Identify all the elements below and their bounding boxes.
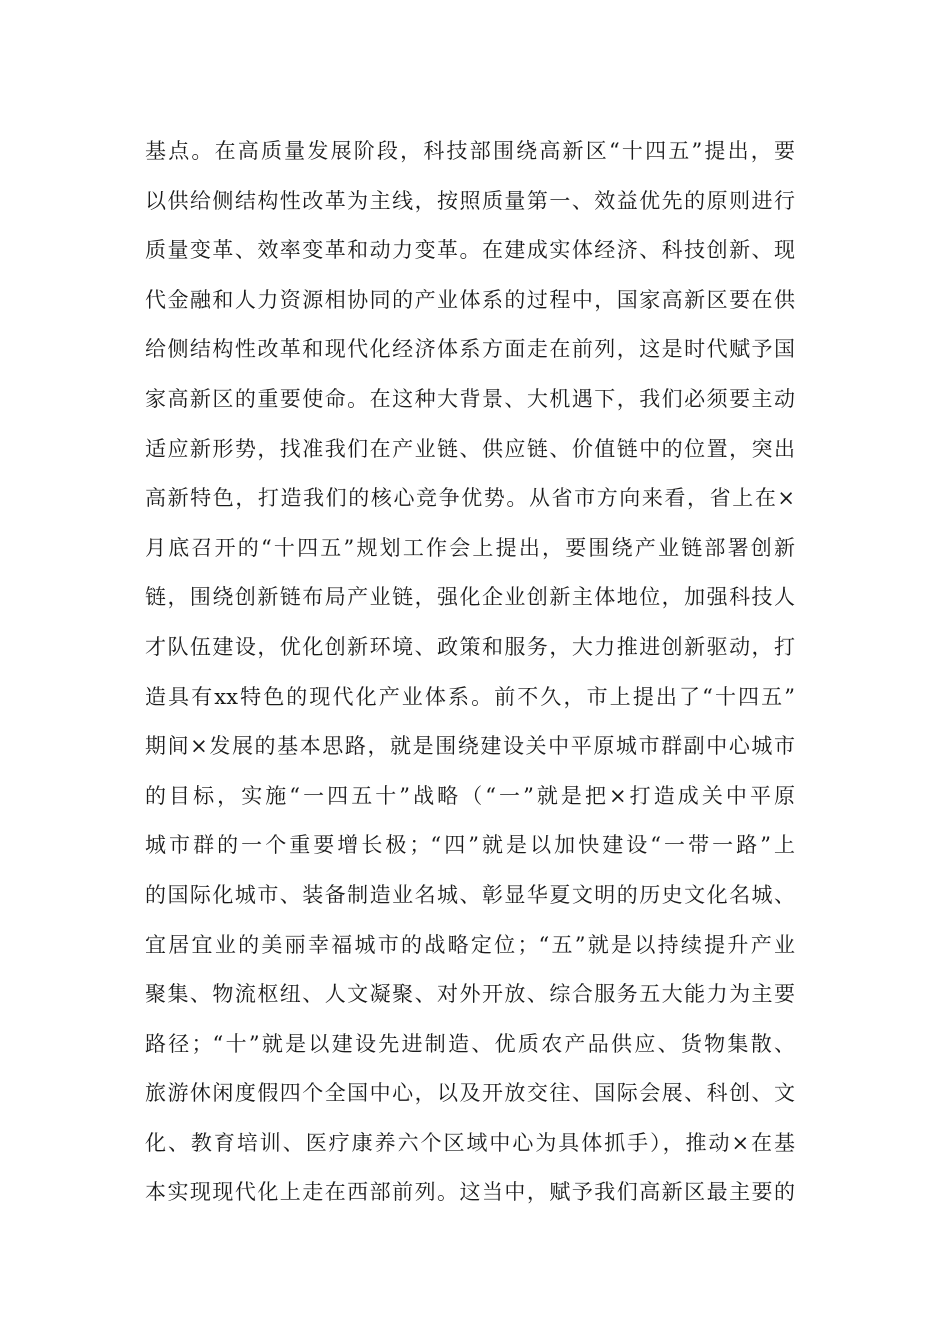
text-line: 宜居宜业的美丽幸福城市的战略定位；“五”就是以持续提升产业 xyxy=(145,932,795,957)
body-paragraph xyxy=(145,132,795,1223)
text-line: 造具有xx特色的现代化产业体系。前不久，市上提出了“十四五” xyxy=(145,684,795,709)
text-line: 高新特色，打造我们的核心竞争优势。从省市方向来看，省上在× xyxy=(145,486,795,511)
text-line: 基点。在高质量发展阶段，科技部围绕高新区“十四五”提出，要 xyxy=(145,139,795,163)
text-line: 链，围绕创新链布局产业链，强化企业创新主体地位，加强科技人 xyxy=(145,585,795,610)
text-line: 月底召开的“十四五”规划工作会上提出，要围绕产业链部署创新 xyxy=(145,535,795,560)
text-line: 适应新形势，找准我们在产业链、供应链、价值链中的位置，突出 xyxy=(145,436,795,461)
text-line: 路径；“十”就是以建设先进制造、优质农产品供应、货物集散、 xyxy=(145,1031,795,1056)
text-line: 以供给侧结构性改革为主线，按照质量第一、效益优先的原则进行 xyxy=(145,188,795,213)
text-line: 期间×发展的基本思路，就是围绕建设关中平原城市群副中心城市 xyxy=(145,734,795,759)
text-line: 给侧结构性改革和现代化经济体系方面走在前列，这是时代赋予国 xyxy=(145,337,795,362)
text-line: 才队伍建设，优化创新环境、政策和服务，大力推进创新驱动，打 xyxy=(145,634,795,659)
text-line: 代金融和人力资源相协同的产业体系的过程中，国家高新区要在供 xyxy=(145,287,795,312)
text-line: 城市群的一个重要增长极；“四”就是以加快建设“一带一路”上 xyxy=(145,833,795,858)
text-line: 的国际化城市、装备制造业名城、彰显华夏文明的历史文化名城、 xyxy=(145,882,795,907)
text-line: 本实现现代化上走在西部前列。这当中，赋予我们高新区最主要的 xyxy=(145,1180,795,1205)
text-line: 质量变革、效率变革和动力变革。在建成实体经济、科技创新、现 xyxy=(145,238,795,263)
text-line: 聚集、物流枢纽、人文凝聚、对外开放、综合服务五大能力为主要 xyxy=(145,982,795,1007)
text-line: 化、教育培训、医疗康养六个区域中心为具体抓手），推动×在基 xyxy=(145,1130,795,1155)
text-line: 的目标，实施“一四五十”战略（“一”就是把×打造成关中平原 xyxy=(145,783,795,808)
text-line: 家高新区的重要使命。在这种大背景、大机遇下，我们必须要主动 xyxy=(145,386,795,411)
text-line: 旅游休闲度假四个全国中心，以及开放交往、国际会展、科创、文 xyxy=(145,1081,795,1106)
